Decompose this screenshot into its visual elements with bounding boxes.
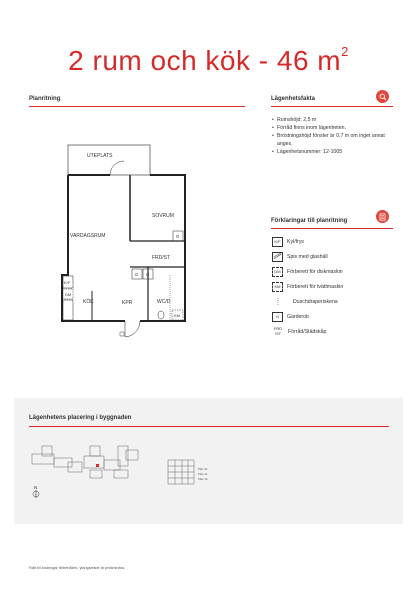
room-label: KPR (122, 300, 133, 306)
legend-symbol: K/F (272, 237, 283, 247)
svg-text:N: N (34, 485, 38, 490)
legend-list (272, 234, 397, 339)
room-label: G (146, 272, 150, 277)
shower-rail-icon (272, 297, 283, 307)
building-site-plan (28, 440, 248, 500)
legend-symbol: FRD /ST (273, 326, 283, 336)
north-arrow-icon (32, 484, 42, 500)
legend-item (272, 234, 397, 249)
room-label: G (135, 272, 139, 277)
facts-rule (271, 106, 393, 107)
fact-item: • Rumshöjd: 2,5 m (272, 116, 394, 124)
floor-label: Plan 10 (198, 477, 208, 481)
legend-label: Kyl/frys (287, 238, 305, 245)
legend-item (272, 294, 397, 309)
room-label: KÖK (83, 299, 94, 305)
legend-item (272, 264, 397, 279)
legend-label: Duschdraperiskena (293, 298, 338, 305)
stove-icon (272, 252, 283, 262)
room-label: DM (65, 292, 72, 297)
room-label: K/F (64, 280, 71, 285)
room-label: UTEPLATS (87, 153, 113, 159)
legend-symbol: G (272, 312, 283, 322)
magnifier-icon (376, 90, 389, 103)
document-icon (376, 210, 389, 223)
room-label: WC/D (157, 299, 171, 305)
legend-heading: Förklaringar till planritning (271, 218, 348, 224)
floorplan-heading: Planritning (29, 96, 61, 102)
facts-list (272, 116, 394, 156)
legend-label: Garderob (287, 313, 309, 320)
fact-item: • Bröstningshöjd fönster är 0,7 m om inget annat anges. (272, 132, 394, 148)
fact-item: • Lägenhetsnummer: 12-1005 (272, 148, 394, 156)
legend-label: Förberett för diskmaskin (287, 268, 343, 275)
facts-heading: Lägenhetsfakta (271, 96, 316, 102)
disclaimer-text: Rätt till ändringar förbehålles, ytangivelser är preliminära. (29, 566, 126, 570)
entry-door (125, 321, 140, 337)
legend-label: Spis med glashäll (287, 253, 328, 260)
uteplats-outline (68, 145, 150, 175)
room-label: FRD/ST (152, 255, 171, 261)
room-label: G (176, 234, 180, 239)
room-label: SOVRUM (152, 213, 174, 219)
floor-label: Plan 12 (198, 467, 208, 471)
legend-item (272, 279, 397, 294)
legend-label: Förråd/Städskåp (288, 328, 327, 335)
legend-rule (271, 228, 393, 229)
fact-item: • Förråd finns inom lägenheten. (272, 124, 394, 132)
placement-rule (29, 426, 389, 427)
placement-heading: Lägenhetens placering i byggnaden (29, 415, 132, 421)
room-label: KM (174, 313, 180, 318)
floor-label: Plan 11 (198, 472, 208, 476)
legend-symbol: KM (272, 282, 283, 292)
legend-label: Förberett för tvättmaskin (287, 283, 344, 290)
door-swing (110, 161, 124, 175)
floorplan-drawing (30, 115, 210, 360)
legend-symbol: DM (272, 267, 283, 277)
legend-item (272, 249, 397, 264)
page-title: 2 rum och kök - 46 $m^2$ (68, 44, 349, 76)
floorplan-rule (29, 106, 245, 107)
legend-item (272, 324, 397, 339)
room-label: VARDAGSRUM (70, 233, 106, 239)
legend-item (272, 309, 397, 324)
